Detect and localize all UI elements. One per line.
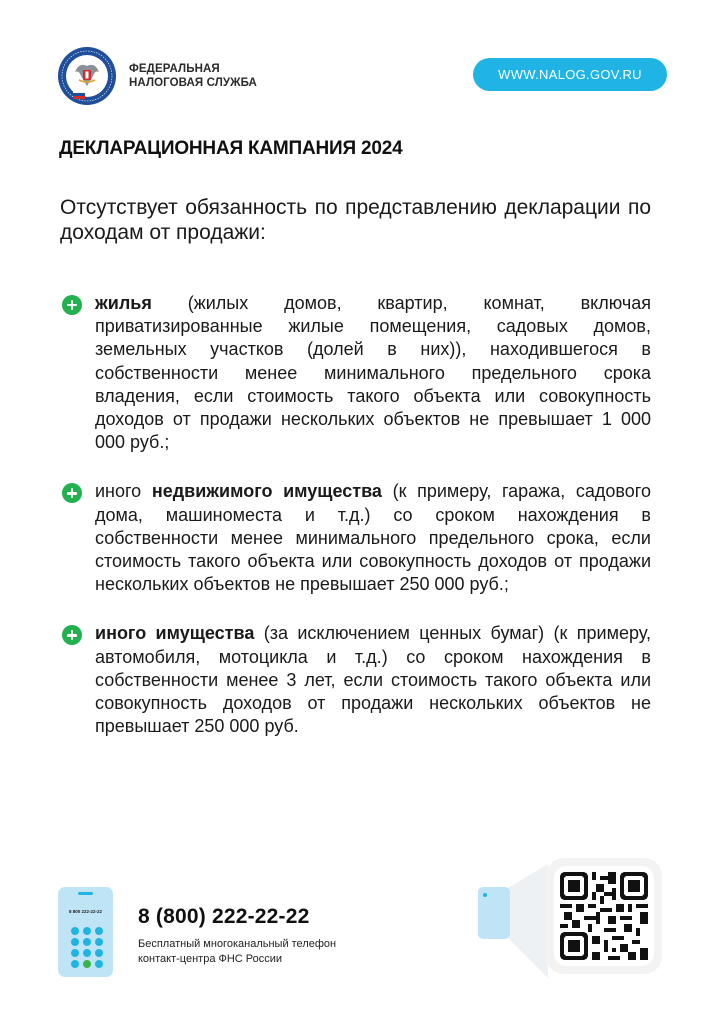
qr-card: [546, 858, 662, 974]
plus-circle-icon: [62, 295, 82, 315]
list-item-housing: [62, 292, 651, 454]
phone-speaker: [78, 892, 93, 895]
header: [57, 46, 667, 112]
plus-circle-icon: [62, 625, 82, 645]
small-phone-icon: [478, 887, 510, 939]
plus-circle-icon: [62, 483, 82, 503]
qr-code[interactable]: [554, 866, 654, 966]
qr-code-icon: [560, 872, 648, 960]
item-bold-term: жилья: [95, 293, 152, 313]
hotline-phone-number[interactable]: 8 (800) 222-22-22: [138, 905, 310, 928]
website-link-button[interactable]: WWW.NALOG.GOV.RU: [473, 58, 667, 91]
intro-text: Отсутствует обязанность по представлению декларации по доходам от продажи:: [60, 196, 651, 244]
item-bold-term: недвижимого имущества: [151, 481, 382, 502]
keypad-icon: [71, 927, 103, 968]
item-text: (за исключением ценных бумаг) (к примеру, автомобиля, мотоцикла и т.д.) со сроком нахождения в собственности менее 3 лет, если стоимость такого объекта или совокупность доходов от продажи нескольких объектов не превышает 250 000 руб.: [95, 623, 651, 737]
phone-screen-number: 8 800 222-22-22: [68, 909, 103, 914]
org-name-line2: НАЛОГОВАЯ СЛУЖБА: [129, 77, 257, 89]
phone-illustration-icon: [58, 887, 113, 977]
item-text: (к примеру, гаража, садового дома, машиноместа и т.д.) со сроком нахождения в собственности менее минимального предельного срока, если стоимость такого объекта или совокупность доходов от продажи нескольких объектов не превышает 250 000 руб.;: [95, 481, 651, 595]
list-item-real-estate: [62, 480, 651, 596]
qr-block: [478, 854, 668, 984]
exemption-list: [62, 292, 651, 738]
page-title: ДЕКЛАРАЦИОННАЯ КАМПАНИЯ 2024: [59, 138, 403, 159]
hotline-description: [138, 937, 336, 967]
item-prefix: иного: [95, 481, 152, 502]
item-text: (жилых домов, квартир, комнат, включая приватизированные жилые помещения, садовых домов, земельных участков (долей в них)), находившегося в собственности менее минимального предельного срока владения, если стоимость такого объекта или совокупность доходов от продажи нескольких объектов не превышает 1 000 000 руб.;: [95, 293, 651, 453]
item-bold-term: иного имущества: [95, 623, 255, 644]
hotline-desc-line1: Бесплатный многоканальный телефон: [138, 938, 337, 950]
org-name-line1: ФЕДЕРАЛЬНАЯ: [129, 63, 220, 75]
hotline-desc-line2: контакт-центра ФНС России: [138, 953, 283, 965]
fns-emblem-logo: [57, 46, 117, 106]
list-item-other-property: [62, 622, 651, 738]
org-name: [129, 62, 257, 90]
